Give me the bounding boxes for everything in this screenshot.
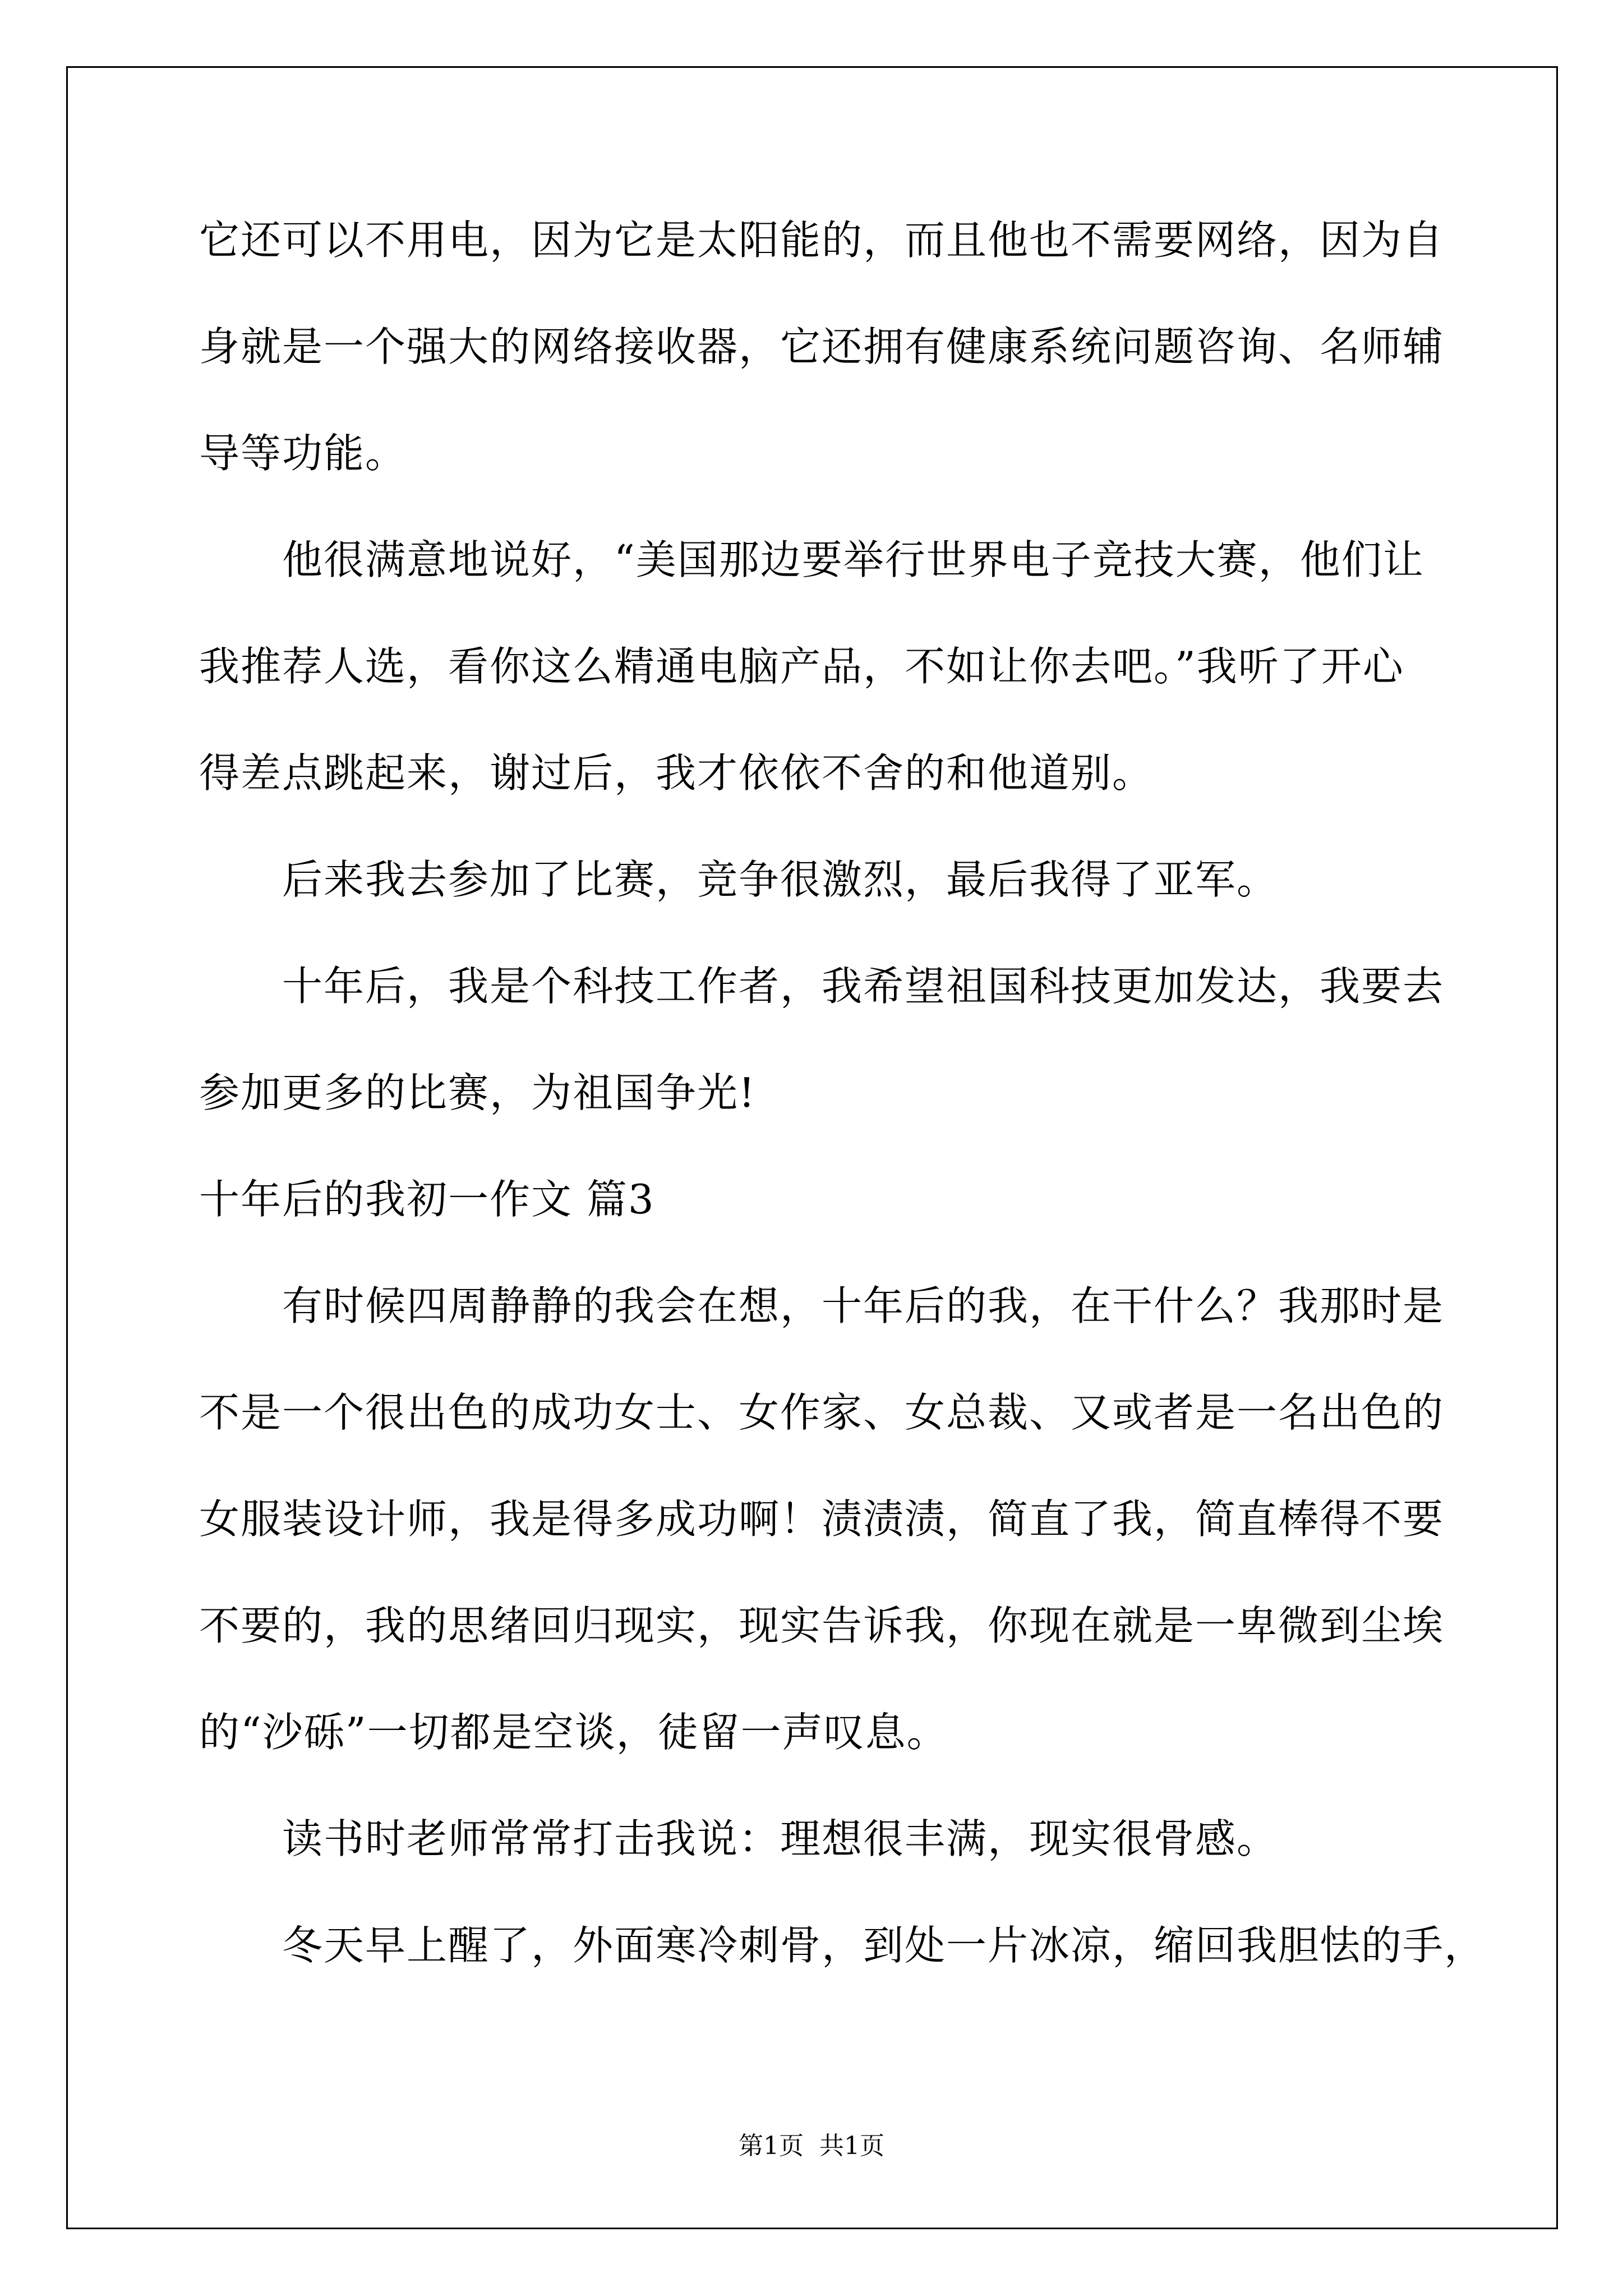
- text-line-13: 女服装设计师，我是得多成功啊！渍渍渍，简直了我，简直棒得不要: [199, 1496, 1445, 1543]
- text-line-7: 后来我去参加了比赛，竞争很激烈，最后我得了亚军。: [199, 856, 1279, 903]
- text-line-3: 导等功能。: [199, 430, 407, 477]
- page-border: [66, 66, 1558, 2229]
- text-line-8: 十年后，我是个科技工作者，我希望祖国科技更加发达，我要去: [199, 963, 1445, 1010]
- text-line-17: 冬天早上醒了，外面寒冷刺骨，到处一片冰凉，缩回我胆怯的手，: [199, 1922, 1486, 1969]
- text-line-14: 不要的，我的思绪回归现实，现实告诉我，你现在就是一卑微到尘埃: [199, 1602, 1445, 1649]
- text-line-5: 我推荐人选，看你这么精通电脑产品，不如让你去吧。”我听了开心: [199, 643, 1404, 690]
- text-line-12: 不是一个很出色的成功女士、女作家、女总裁、又或者是一名出色的: [199, 1389, 1445, 1436]
- text-line-11: 有时候四周静静的我会在想，十年后的我，在干什么？我那时是: [199, 1282, 1445, 1329]
- text-line-15: 的“沙砾”一切都是空谈，徒留一声叹息。: [199, 1709, 948, 1756]
- section-heading: 十年后的我初一作文 篇3: [199, 1176, 655, 1223]
- text-line-9: 参加更多的比赛，为祖国争光!: [199, 1069, 756, 1116]
- text-line-16: 读书时老师常常打击我说：理想很丰满，现实很骨感。: [199, 1815, 1279, 1862]
- text-line-1: 它还可以不用电，因为它是太阳能的，而且他也不需要网络，因为自: [199, 217, 1445, 264]
- text-line-6: 得差点跳起来，谢过后，我才依依不舍的和他道别。: [199, 749, 1154, 797]
- text-line-2: 身就是一个强大的网络接收器，它还拥有健康系统问题咨询、名师辅: [199, 323, 1445, 370]
- text-line-4: 他很满意地说好，“美国那边要举行世界电子竞技大赛，他们让: [199, 536, 1424, 583]
- page-footer: 第1页 共1页: [739, 2132, 884, 2160]
